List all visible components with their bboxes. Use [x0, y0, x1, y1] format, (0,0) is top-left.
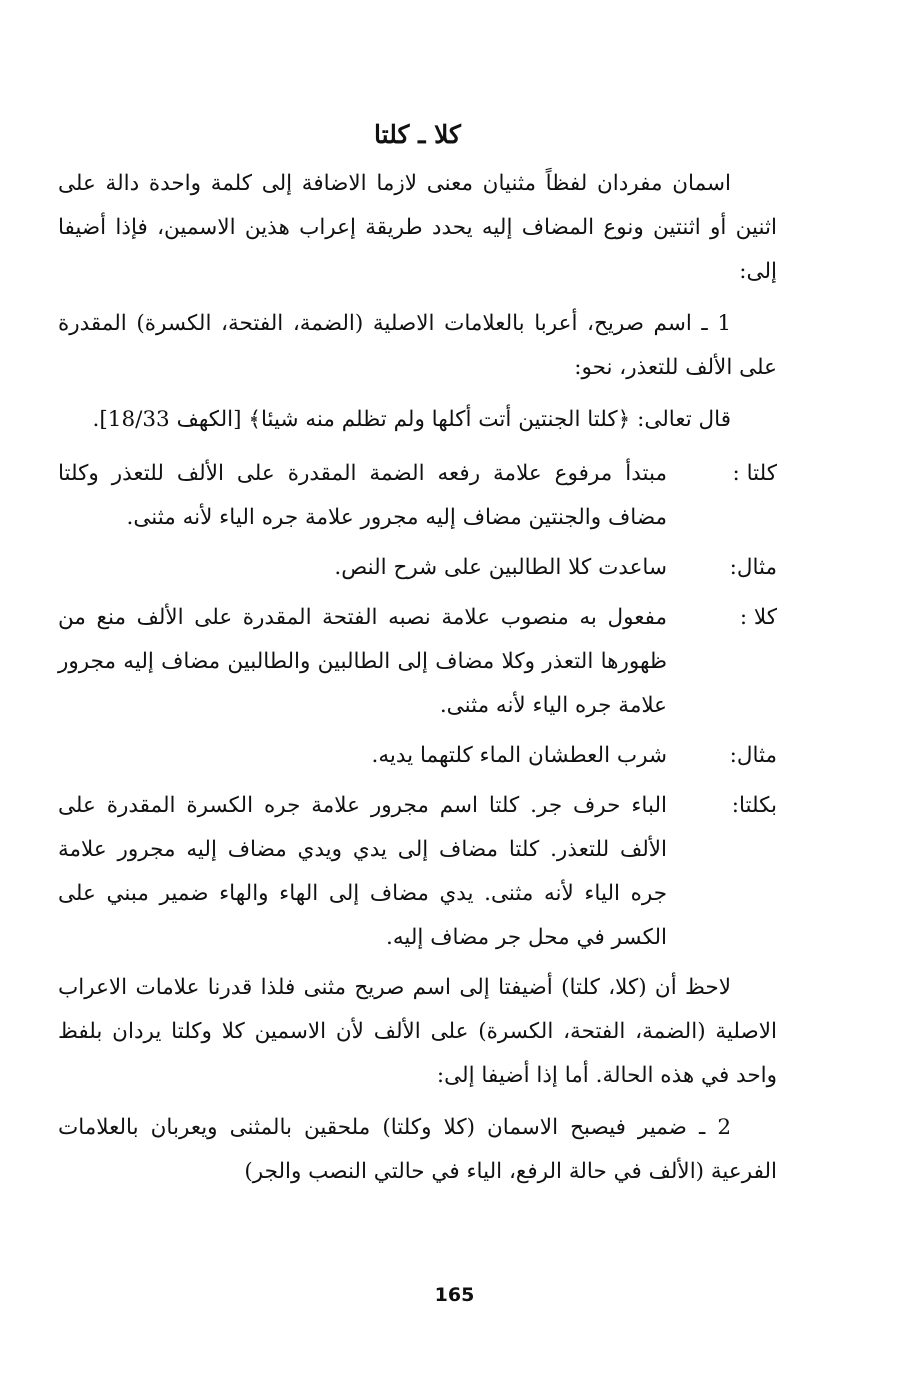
point-two-paragraph: 2 ـ ضمير فيصبح الاسمان (كلا وكلتا) ملحقين بالمثنى ويعربان بالعلامات الفرعية (الألف في حالة الرفع، الياء في حالتي النصب والجر): [58, 1115, 777, 1184]
entry-description: ساعدت كلا الطالبين على شرح النص.: [334, 555, 667, 580]
quran-verse-paragraph: قال تعالى: ﴿كلتا الجنتين أتت أكلها ولم تظلم منه شيئا﴾ [الكهف 18/33].: [92, 407, 731, 432]
entry-term: كلتا :: [732, 461, 777, 486]
entry-description: شرب العطشان الماء كلتهما يديه.: [371, 743, 667, 768]
example-entry: [58, 546, 777, 590]
entry-description: مبتدأ مرفوع علامة رفعه الضمة المقدرة على الألف للتعذر وكلتا مضاف والجنتين مضاف إليه مجرور علامة جره الياء لأنه مثنى.: [58, 461, 667, 530]
entry-term: مثال:: [729, 743, 777, 768]
parse-entry: [58, 452, 777, 540]
intro-paragraph: اسمان مفردان لفظاً مثنيان معنى لازما الاضافة إلى كلمة واحدة دالة على اثنين أو اثنتين ونوع المضاف إليه يحدد طريقة إعراب هذين الاسمين، فإذا أضيفا إلى:: [58, 171, 777, 284]
entry-term: بكلتا:: [731, 793, 777, 818]
entry-description: الباء حرف جر. كلتا اسم مجرور علامة جره الكسرة المقدرة على الألف للتعذر. كلتا مضاف إلى يدي ويدي مضاف إليه مجرور علامة جره الياء لأنه مثنى. يدي مضاف إلى الهاء والهاء ضمير مبني على الكسر في محل جر مضاف إليه.: [58, 793, 667, 950]
entry-term: مثال:: [729, 555, 777, 580]
note-paragraph: لاحظ أن (كلا، كلتا) أضيفتا إلى اسم صريح مثنى فلذا قدرنا علامات الاعراب الاصلية (الضمة، الفتحة، الكسرة) على الألف لأن الاسمين كلا وكلتا يردان بلفظ واحد في هذه الحالة. أما إذا أضيفا إلى:: [58, 975, 777, 1088]
page-number: 165: [434, 1284, 475, 1306]
example-entry: [58, 734, 777, 778]
page-content: [58, 118, 777, 1194]
parse-entry: [58, 596, 777, 728]
entry-term: كلا :: [739, 605, 777, 630]
entry-description: مفعول به منصوب علامة نصبه الفتحة المقدرة على الألف منع من ظهورها التعذر وكلا مضاف إلى الطالبين والطالبين مضاف إليه مجرور علامة جره الياء لأنه مثنى.: [58, 605, 667, 718]
page-title: كلا ـ كلتا: [374, 120, 461, 149]
parse-entry: [58, 784, 777, 960]
point-one-paragraph: 1 ـ اسم صريح، أعربا بالعلامات الاصلية (الضمة، الفتحة، الكسرة) المقدرة على الألف للتعذر، نحو:: [58, 311, 777, 380]
